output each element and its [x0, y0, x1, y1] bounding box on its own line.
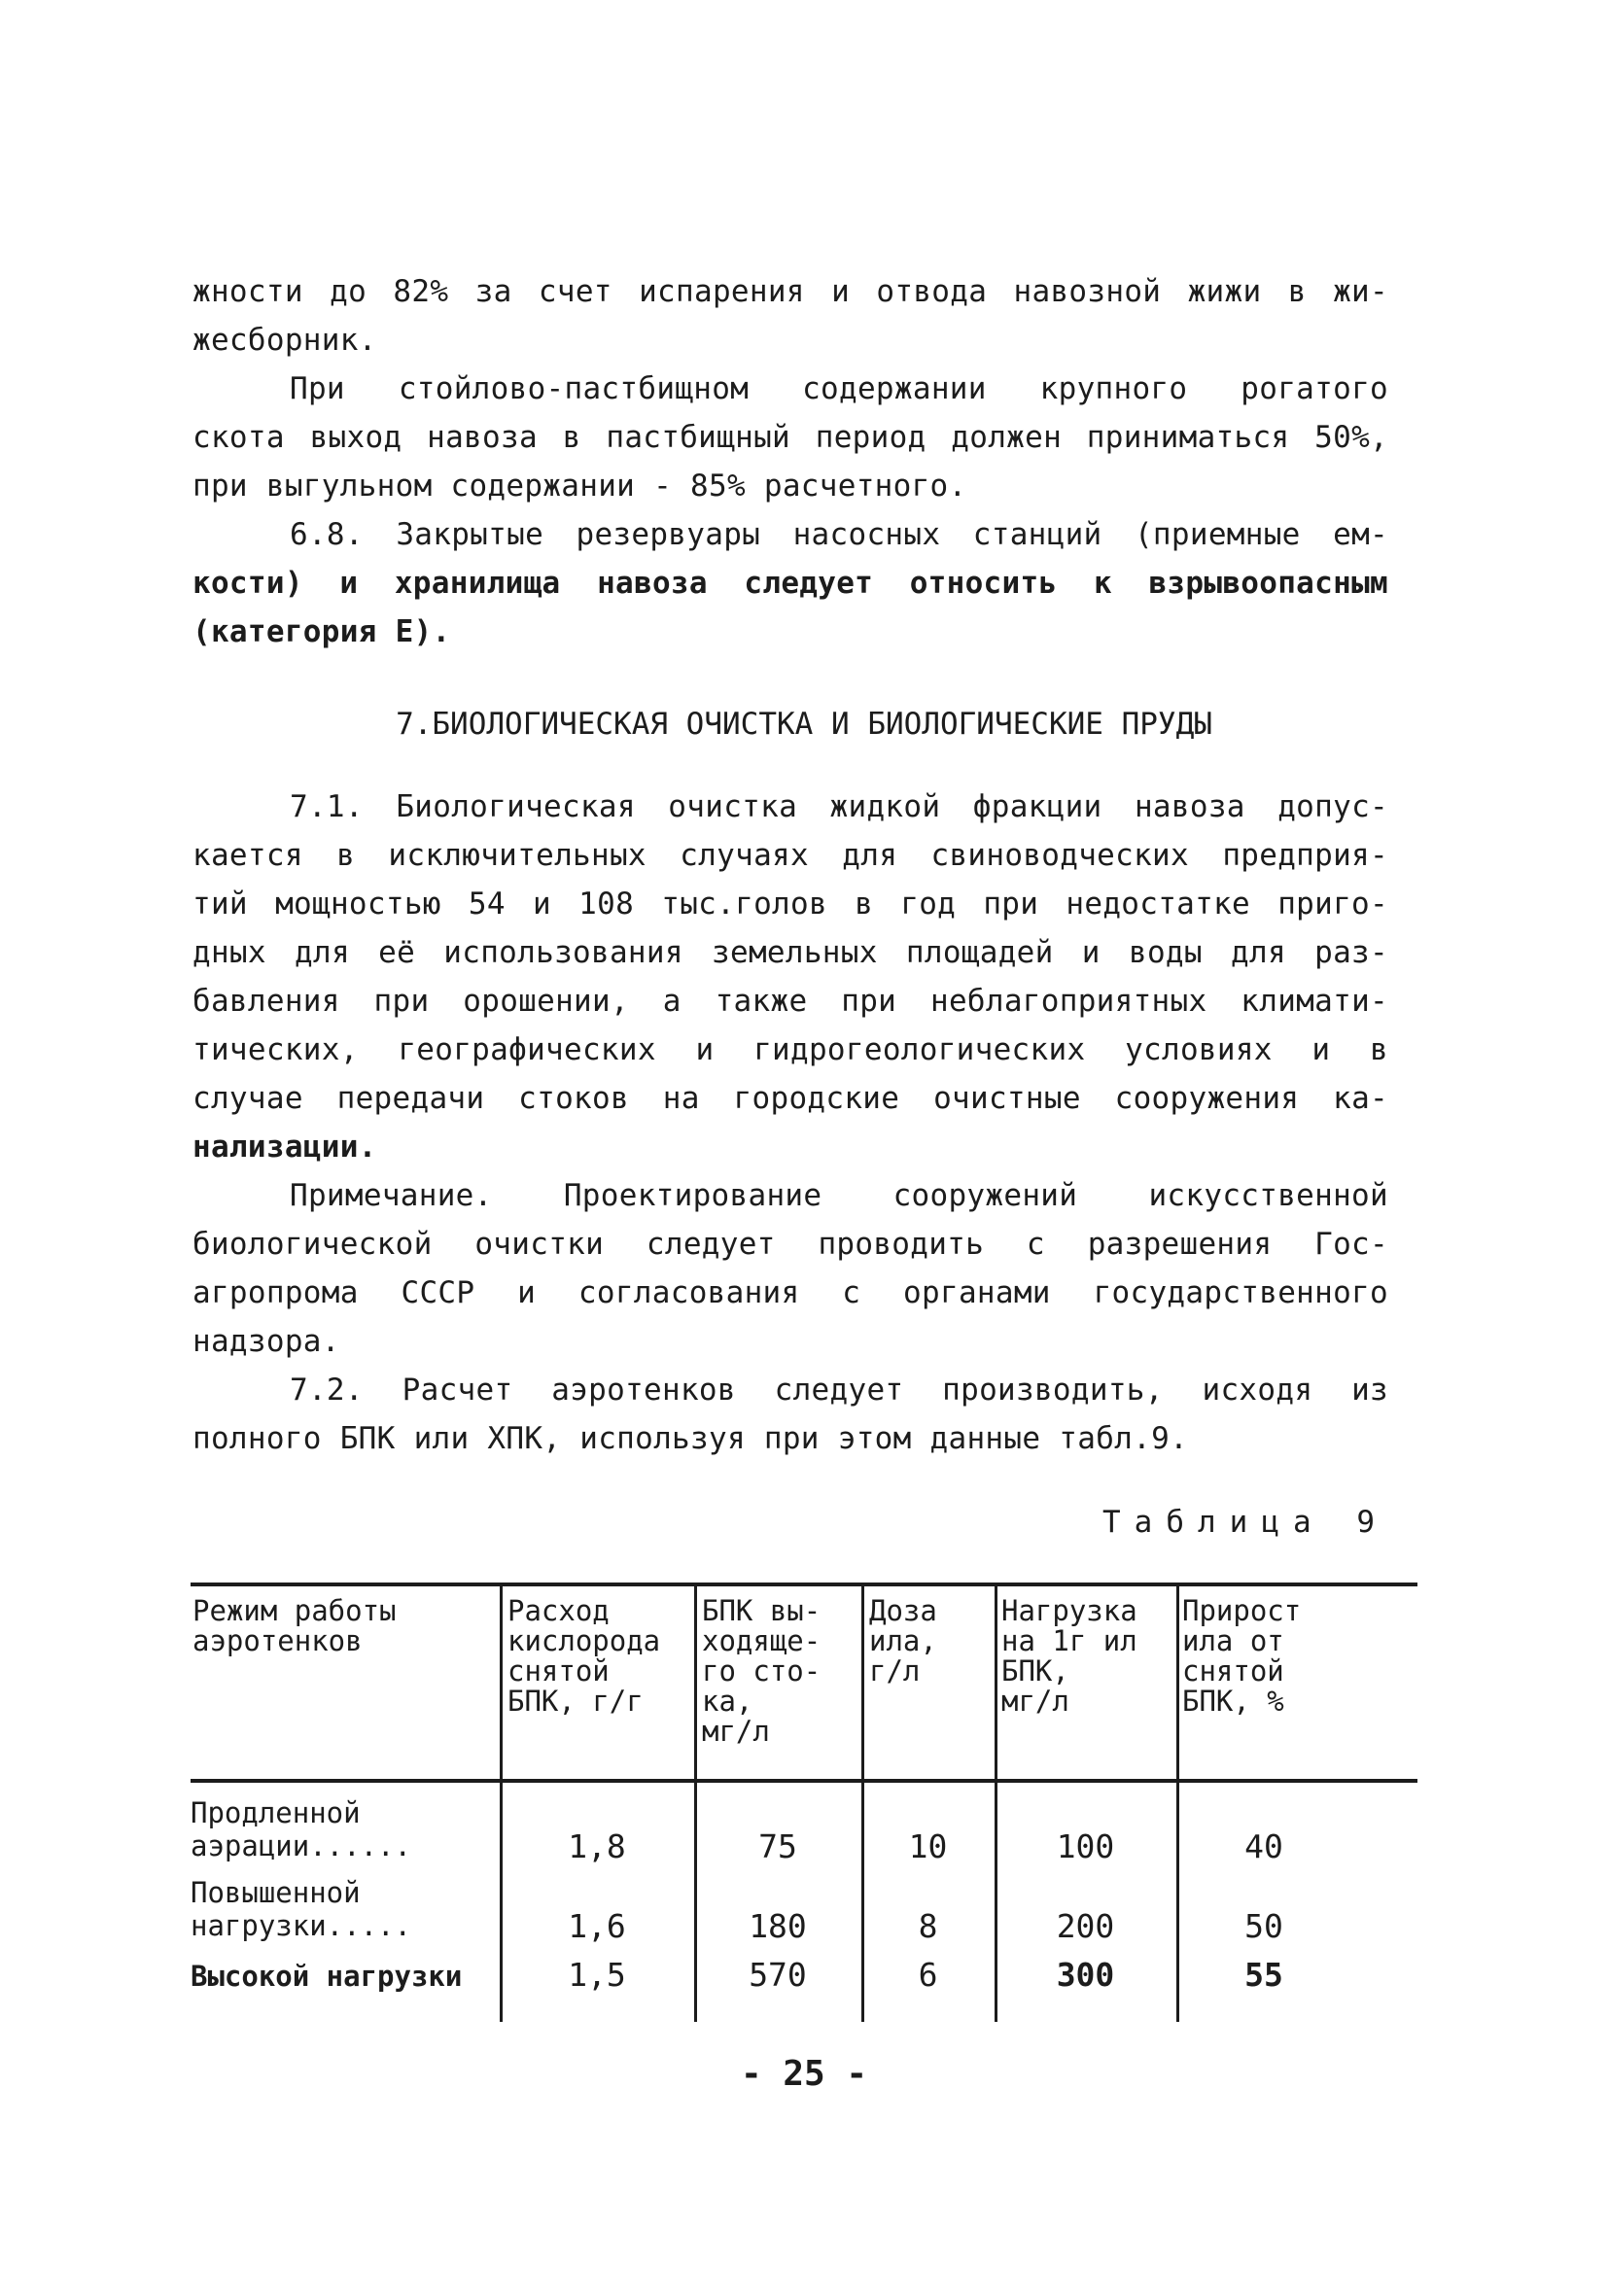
text-line: дных для её использования земельных площадей и воды для раз-	[192, 935, 1388, 970]
table-cell: 50	[1244, 1907, 1283, 1945]
text-line: кости) и хранилища навоза следует относить к взрывоопасным	[192, 566, 1388, 601]
note-line: надзора.	[192, 1324, 340, 1359]
text-line: жесборник.	[192, 323, 377, 358]
table-cell: 6	[918, 1956, 938, 1994]
text-line: нализации.	[192, 1130, 377, 1165]
text-line: бавления при орошении, а также при неблагоприятных климати-	[192, 984, 1388, 1019]
table-cell: 300	[1056, 1956, 1115, 1994]
table-cell: 100	[1056, 1827, 1115, 1865]
table-cell: 1,5	[568, 1956, 626, 1994]
text-line: жности до 82% за счет испарения и отвода навозной жижи в жи-	[192, 274, 1388, 309]
table-cell: 200	[1056, 1907, 1115, 1945]
table-cell: 1,6	[568, 1907, 626, 1945]
text-line: кается в исключительных случаях для свиноводческих предприя-	[192, 838, 1388, 873]
table-cell: 10	[908, 1827, 948, 1865]
table-cell: 55	[1244, 1956, 1283, 1994]
table-cell: 75	[758, 1827, 797, 1865]
table-cell: 1,8	[568, 1827, 626, 1865]
note-line: Примечание. Проектирование сооружений искусственной	[290, 1178, 1388, 1213]
table-cell: 570	[749, 1956, 807, 1994]
text-line: при выгульном содержании - 85% расчетного.	[192, 469, 967, 504]
row-label: Продленной аэрации......	[191, 1796, 411, 1862]
table-cell: 180	[749, 1907, 807, 1945]
text-line: При стойлово-пастбищном содержании крупного рогатого	[290, 371, 1388, 406]
section-heading: 7.БИОЛОГИЧЕСКАЯ ОЧИСТКА И БИОЛОГИЧЕСКИЕ ПРУДЫ	[396, 707, 1212, 742]
text-line: 7.2. Расчет аэротенков следует производить, исходя из	[290, 1373, 1388, 1408]
note-line: биологической очистки следует проводить с разрешения Гос-	[192, 1227, 1388, 1262]
table-cell: 8	[918, 1907, 938, 1945]
text-line: (категория Е).	[192, 614, 451, 649]
table-caption: Таблица 9	[1102, 1505, 1388, 1540]
row-label: Повышенной нагрузки.....	[191, 1876, 411, 1942]
table-cell: 40	[1244, 1827, 1283, 1865]
column-header: Доза ила, г/л	[869, 1594, 937, 1687]
table-header-rule	[191, 1779, 1417, 1783]
text-line: полного БПК или ХПК, используя при этом данные табл.9.	[192, 1421, 1189, 1456]
note-line: агропрома СССР и согласования с органами государственного	[192, 1275, 1388, 1310]
text-line: скота выход навоза в пастбищный период должен приниматься 50%,	[192, 420, 1388, 455]
column-header: Режим работы аэротенков	[192, 1594, 397, 1657]
data-table	[191, 1583, 1417, 2022]
page-number: - 25 -	[740, 2054, 868, 2094]
column-header: Прирост ила от снятой БПК, %	[1182, 1594, 1302, 1718]
table-top-rule	[191, 1583, 1417, 1586]
text-line: 6.8. Закрытые резервуары насосных станций (приемные ем-	[290, 517, 1388, 552]
row-label: Высокой нагрузки	[191, 1960, 463, 1993]
text-line: 7.1. Биологическая очистка жидкой фракции навоза допус-	[290, 789, 1388, 824]
text-line: тий мощностью 54 и 108 тыс.голов в год при недостатке приго-	[192, 887, 1388, 922]
column-header: Расход кислорода снятой БПК, г/г	[507, 1594, 661, 1718]
column-header: БПК вы- ходяще- го сто- ка, мг/л	[702, 1594, 821, 1748]
text-line: тических, географических и гидрогеологических условиях и в	[192, 1032, 1388, 1067]
column-header: Нагрузка на 1г ил БПК, мг/л	[1001, 1594, 1137, 1718]
text-line: случае передачи стоков на городские очистные сооружения ка-	[192, 1081, 1388, 1116]
